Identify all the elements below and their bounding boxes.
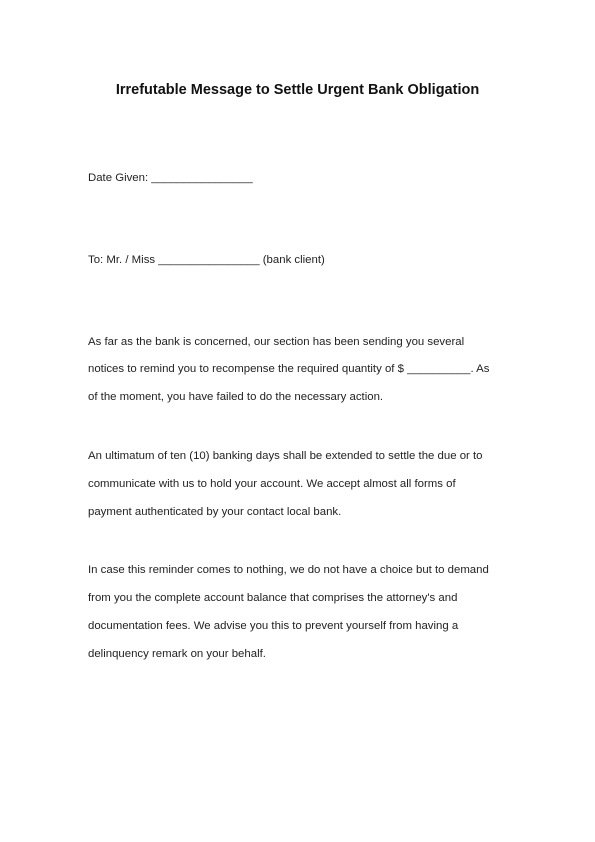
paragraph-1-line-1: As far as the bank is concerned, our section has been sending you several (88, 336, 465, 348)
paragraph-2-line-2: communicate with us to hold your account. We accept almost all forms of (88, 478, 456, 490)
paragraph-3-line-4: delinquency remark on your behalf. (88, 648, 266, 660)
document-title: Irrefutable Message to Settle Urgent Bank Obligation (115, 82, 480, 98)
paragraph-3-line-1: In case this reminder comes to nothing, we do not have a choice but to demand (88, 564, 489, 576)
paragraph-2-line-3: payment authenticated by your contact local bank. (88, 506, 342, 518)
date-given-line: Date Given: ________________ (88, 172, 253, 184)
paragraph-1-line-2: notices to remind you to recompense the required quantity of $ __________. As (88, 363, 490, 375)
recipient-line: To: Mr. / Miss ________________ (bank client) (88, 254, 325, 266)
paragraph-3-line-2: from you the complete account balance that comprises the attorney's and (88, 592, 458, 604)
paragraph-2-line-1: An ultimatum of ten (10) banking days shall be extended to settle the due or to (88, 450, 483, 462)
paragraph-3-line-3: documentation fees. We advise you this to prevent yourself from having a (88, 620, 459, 632)
paragraph-1-line-3: of the moment, you have failed to do the necessary action. (88, 391, 384, 403)
